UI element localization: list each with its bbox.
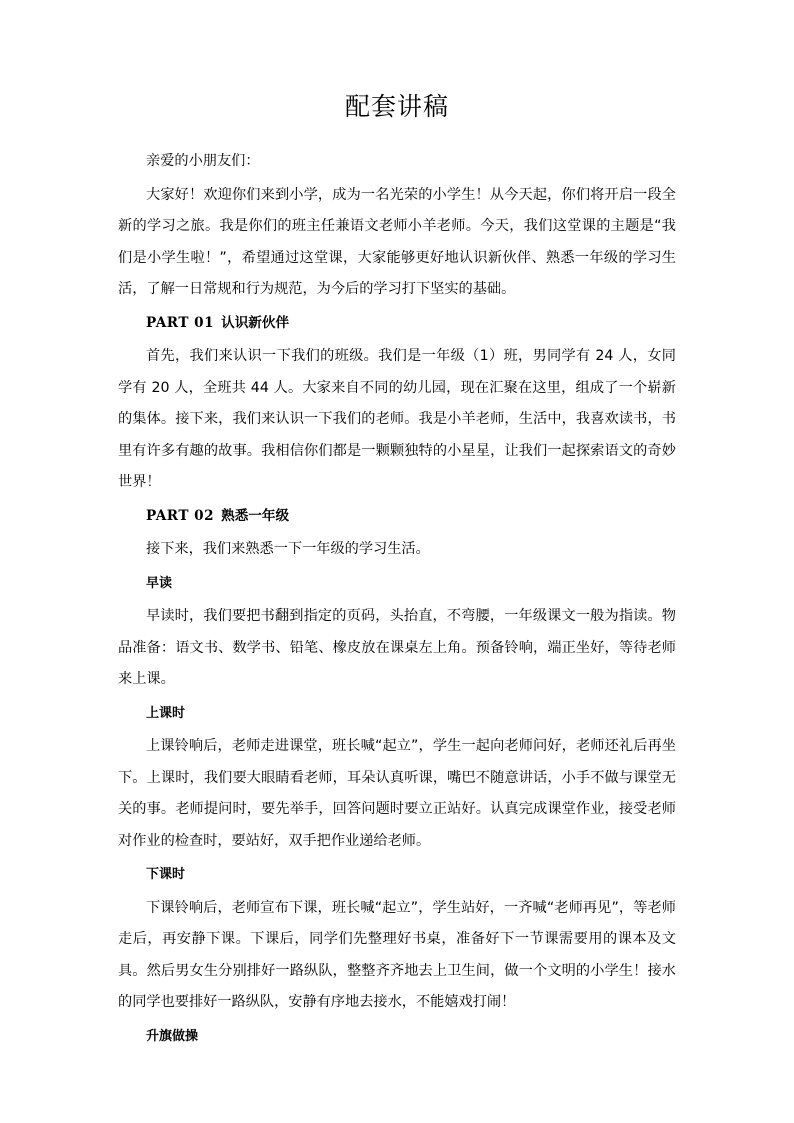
salutation-line: 亲爱的小朋友们： [146,153,260,169]
intro-paragraph: 大家好！欢迎你们来到小学，成为一名光荣的小学生！从今天起，你们将开启一段全新的学习之旅。我是你们的班主任兼语文老师小羊老师。今天，我们这堂课的主题是“我们是小学生啦！”，希望通过这堂课，大家能够更好地认识新伙伴、熟悉一年级的学习生活，了解一日常规和行为规范，为今后的学习打下坚实的基础。 [118,186,676,297]
part-heading-01 [118,308,676,340]
page-title: 配套讲稿 [344,92,449,121]
sub-heading-morning-reading: 早读 [146,575,173,591]
part-heading-01-label: PART 01 [146,314,215,331]
part-heading-02 [118,501,676,533]
morning-reading-paragraph: 早读时，我们要把书翻到指定的页码，头抬直，不弯腰，一年级课文一般为指读。物品准备：语文书、数学书、铅笔、橡皮放在课桌左上角。预备铃响，端正坐好，等待老师来上课。 [118,608,676,687]
after-class-paragraph: 下课铃响后，老师宣布下课，班长喊“起立”，学生站好，一齐喊“老师再见”，等老师走后，再安静下课。下课后，同学们先整理好书桌，准备好下一节课需要用的课本及文具。然后男女生分别排好一路纵队，整整齐齐地去上卫生间，做一个文明的小学生！接水的同学也要排好一路纵队，安静有序地去接水，不能嬉戏打闹！ [118,899,676,1010]
sub-heading-after-class: 下课时 [146,867,186,882]
part-heading-01-title: 认识新伙伴 [221,314,290,331]
part-02-body-paragraph: 接下来，我们来熟悉一下一年级的学习生活。 [146,541,430,557]
part-heading-02-label: PART 02 [146,507,215,524]
part-01-body-paragraph: 首先，我们来认识一下我们的班级。我们是一年级（1）班，男同学有 24 人，女同学有 20 人，全班共 44 人。大家来自不同的幼儿园，现在汇聚在这里，组成了一个崭新的集体。接下来，我们来认识一下我们的老师。我是小羊老师，生活中，我喜欢读书，书里有许多有趣的故事。我相信你们都是一颗颗独特的小星星，让我们一起探索语文的奇妙世界！ [118,348,676,490]
document-content [118,90,676,1054]
sub-heading-flag-exercise: 升旗做操 [146,1028,199,1044]
part-heading-02-title: 熟悉一年级 [221,507,290,524]
sub-heading-in-class: 上课时 [146,705,186,721]
in-class-paragraph: 上课铃响后，老师走进课堂，班长喊“起立”，学生一起向老师问好，老师还礼后再坐下。上课时，我们要大眼睛看老师，耳朵认真听课，嘴巴不随意讲话，小手不做与课堂无关的事。老师提问时，要先举手，回答问题时要立正站好。认真完成课堂作业，接受老师对作业的检查时，要站好，双手把作业递给老师。 [118,738,676,849]
